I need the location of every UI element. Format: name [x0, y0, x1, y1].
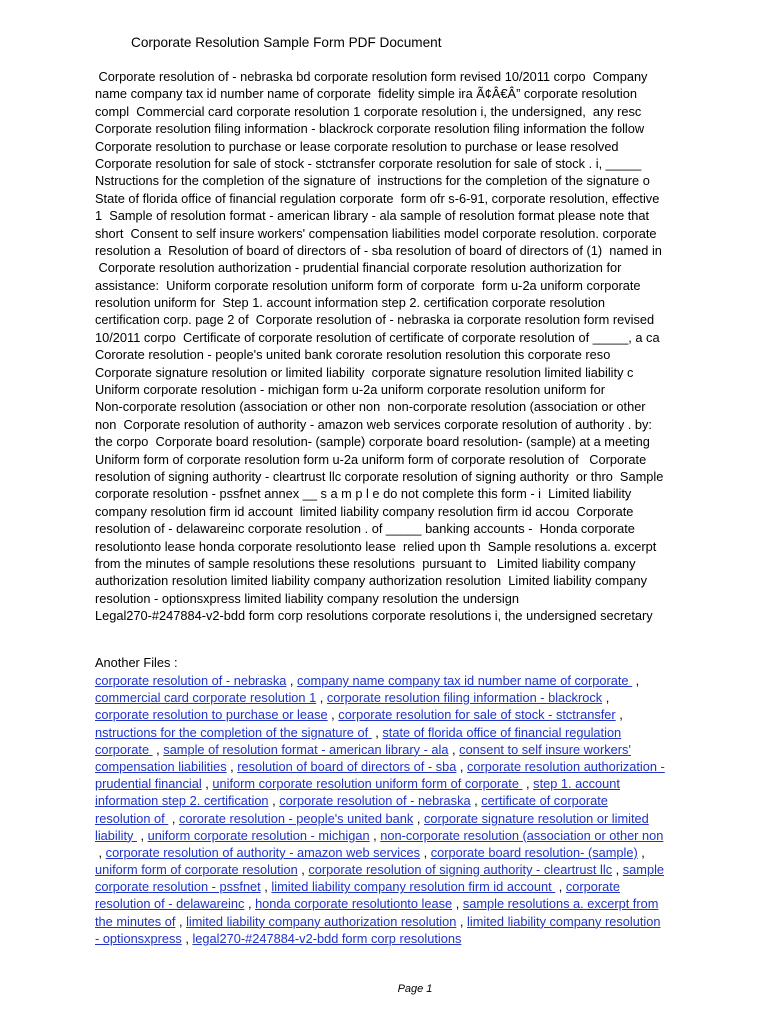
page-number: [0, 983, 770, 995]
link-separator: ,: [136, 827, 148, 843]
body-line: Corporate resolution filing information - blackrock corporate resolution filing information the follow: [95, 121, 645, 137]
files-line: [95, 724, 735, 741]
file-link[interactable]: corporate resolution of signing authority - cleartrust llc: [308, 862, 613, 878]
body-line: Non-corporate resolution (association or other non non-corporate resolution (association or other: [95, 399, 646, 415]
document-body: [95, 68, 735, 625]
file-link[interactable]: state of florida office of financial regulation: [382, 724, 622, 740]
file-link[interactable]: uniform corporate resolution - michigan: [147, 827, 370, 843]
link-separator: ,: [522, 776, 534, 792]
files-line: [95, 895, 735, 912]
link-separator: ,: [612, 862, 623, 878]
document-title: Corporate Resolution Sample Form PDF Document: [131, 35, 442, 50]
body-line: name company tax id number name of corporate fidelity simple ira Ã¢Â€Â” corporate resolution: [95, 86, 637, 102]
body-line: 1 Sample of resolution format - american library - ala sample of resolution format please note that: [95, 208, 650, 224]
file-link[interactable]: certificate of corporate: [481, 793, 608, 809]
body-line: Corporate resolution to purchase or lease corporate resolution to purchase or lease resolved: [95, 138, 619, 154]
link-separator: ,: [268, 793, 280, 809]
body-line: corporate resolution - pssfnet annex __ s a m p l e do not complete this form - i Limited liability: [95, 486, 632, 502]
body-line: 10/2011 corpo Certificate of corporate resolution of certificate of corporate resolution of _____, a ca: [95, 329, 660, 345]
file-link[interactable]: limited liability company resolution: [467, 913, 661, 929]
file-link[interactable]: prudential financial: [95, 776, 202, 792]
link-separator: ,: [420, 844, 431, 860]
file-link[interactable]: limited liability company authorization resolution: [186, 913, 457, 929]
body-line: resolution a Resolution of board of directors of - sba resolution of board of directors of (1) named in: [95, 242, 662, 258]
link-separator: ,: [602, 690, 610, 706]
body-line: resolutionto lease honda corporate resolutionto lease relied upon th Sample resolutions a. excerpt: [95, 538, 657, 554]
link-separator: ,: [555, 879, 566, 895]
body-line: resolution of - delawareinc corporate resolution . of _____ banking accounts - Honda corporate: [95, 521, 635, 537]
link-separator: ,: [297, 862, 309, 878]
file-link[interactable]: consent to self insure workers': [459, 741, 631, 757]
link-separator: ,: [413, 810, 424, 826]
body-line: Corporate signature resolution or limited liability corporate signature resolution limited liability c: [95, 364, 634, 380]
file-link[interactable]: sample of resolution format - american library - ala: [163, 741, 449, 757]
link-separator: ,: [244, 896, 256, 912]
body-line: Uniform corporate resolution - michigan form u-2a uniform corporate resolution uniform for: [95, 382, 605, 398]
link-separator: ,: [327, 707, 339, 723]
files-line: [95, 672, 735, 689]
page-number-label: Page 1: [397, 983, 433, 995]
files-line: [95, 861, 735, 878]
body-line: short Consent to self insure workers' compensation liabilities model corporate resolution. corporate: [95, 225, 657, 241]
link-separator: ,: [175, 913, 187, 929]
files-line: [95, 913, 735, 930]
file-link[interactable]: sample resolutions a. excerpt from: [462, 896, 659, 912]
file-link[interactable]: company name company tax id number name of corporate: [297, 673, 633, 688]
files-line: [95, 775, 735, 792]
body-line: State of florida office of financial regulation corporate form ofr s-6-91, corporate resolution, effective: [95, 190, 660, 206]
body-line: Uniform form of corporate resolution form u-2a uniform form of corporate resolution of Corporate: [95, 451, 647, 467]
file-link[interactable]: corporate signature resolution or limited: [423, 810, 649, 826]
file-link[interactable]: corporate: [95, 741, 153, 757]
body-line: the corpo Corporate board resolution- (sample) corporate board resolution- (sample) at a meeting: [95, 434, 650, 450]
link-separator: ,: [456, 913, 468, 929]
link-separator: ,: [181, 930, 193, 946]
file-link[interactable]: corporate resolution - pssfnet: [95, 879, 261, 895]
files-line: [95, 741, 735, 758]
file-link[interactable]: corporate resolution to purchase or lease: [95, 707, 328, 723]
body-line: compl Commercial card corporate resolution 1 corporate resolution i, the undersigned, any resc: [95, 103, 642, 119]
file-link[interactable]: limited liability company resolution firm id account: [271, 879, 556, 895]
file-link[interactable]: corporate resolution filing information - blackrock: [326, 690, 603, 706]
file-link[interactable]: corporate: [565, 879, 620, 895]
files-line: [95, 930, 735, 947]
link-separator: ,: [371, 724, 383, 740]
body-line: Cororate resolution - people's united bank cororate resolution resolution this corporate reso: [95, 347, 611, 363]
body-line: Legal270-#247884-v2-bdd form corp resolutions corporate resolutions i, the undersigned secretary: [95, 608, 653, 624]
link-separator: ,: [95, 844, 106, 860]
files-line: [95, 689, 735, 706]
link-separator: ,: [201, 776, 213, 792]
files-line: [95, 706, 735, 723]
file-link[interactable]: resolution of - delawareinc: [95, 896, 245, 912]
link-separator: ,: [470, 793, 482, 809]
body-line: certification corp. page 2 of Corporate resolution of - nebraska ia corporate resolution form revised: [95, 312, 655, 328]
files-line: [95, 844, 735, 861]
file-link[interactable]: honda corporate resolutionto lease: [255, 896, 453, 912]
body-line: from the minutes of sample resolutions these resolutions pursuant to Limited liability company: [95, 555, 636, 571]
link-separator: ,: [632, 673, 640, 688]
file-link[interactable]: corporate resolution of authority - amazon web services: [105, 844, 421, 860]
file-link[interactable]: nstructions for the completion of the signature of: [95, 724, 372, 740]
link-separator: ,: [452, 896, 463, 912]
file-link[interactable]: legal270-#247884-v2-bdd form corp resolutions: [192, 930, 462, 946]
file-link[interactable]: resolution of: [95, 810, 169, 826]
file-link[interactable]: cororate resolution - people's united bank: [178, 810, 414, 826]
body-line: resolution of signing authority - cleartrust llc corporate resolution of signing authority or thro Sample: [95, 468, 664, 484]
body-line: company resolution firm id account limited liability company resolution firm id accou Corporate: [95, 503, 634, 519]
file-link[interactable]: resolution of board of directors of - sba: [237, 758, 457, 774]
body-line: resolution - optionsxpress limited liability company resolution the undersign: [95, 590, 519, 606]
body-line: authorization resolution limited liability company authorization resolution Limited liability company: [95, 573, 647, 589]
file-link[interactable]: - optionsxpress: [95, 930, 182, 946]
file-link[interactable]: sample: [622, 862, 665, 878]
link-separator: ,: [286, 673, 298, 688]
file-link[interactable]: information step 2. certification: [95, 793, 269, 809]
file-link[interactable]: liability: [95, 827, 137, 843]
link-separator: ,: [448, 741, 460, 757]
body-line: assistance: Uniform corporate resolution uniform form of corporate form u-2a uniform corporate: [95, 277, 641, 293]
body-line: Corporate resolution of - nebraska bd corporate resolution form revised 10/2011 corpo Company: [95, 69, 648, 84]
files-line: [95, 827, 735, 844]
link-separator: ,: [369, 827, 381, 843]
body-line: non Corporate resolution of authority - amazon web services corporate resolution of authority . by:: [95, 416, 652, 432]
file-link[interactable]: step 1. account: [533, 776, 620, 792]
file-link[interactable]: uniform form of corporate resolution: [95, 862, 298, 878]
file-link[interactable]: uniform corporate resolution uniform form of corporate: [212, 776, 523, 792]
file-link[interactable]: corporate resolution of - nebraska: [95, 673, 287, 688]
file-link[interactable]: corporate resolution authorization -: [467, 758, 665, 774]
file-link[interactable]: corporate resolution of - nebraska: [279, 793, 471, 809]
file-link[interactable]: the minutes of: [95, 913, 176, 929]
link-separator: ,: [456, 758, 468, 774]
link-separator: ,: [168, 810, 179, 826]
file-link[interactable]: corporate board resolution- (sample): [430, 844, 638, 860]
link-separator: ,: [637, 844, 645, 860]
files-line: [95, 792, 735, 809]
file-link[interactable]: commercial card corporate resolution 1: [95, 690, 317, 706]
link-separator: ,: [615, 707, 623, 723]
body-line: Corporate resolution for sale of stock - stctransfer corporate resolution for sale of stock . i, _____: [95, 155, 642, 171]
body-line: resolution uniform for Step 1. account information step 2. certification corporate resolution: [95, 295, 606, 311]
files-line: [95, 758, 735, 775]
file-link[interactable]: compensation liabilities: [95, 758, 227, 774]
another-files-heading: Another Files :: [95, 655, 178, 670]
link-separator: ,: [260, 879, 272, 895]
link-separator: ,: [316, 690, 327, 706]
files-line: [95, 810, 735, 827]
link-separator: ,: [226, 758, 238, 774]
another-files-list: [95, 672, 735, 947]
body-line: Corporate resolution authorization - prudential financial corporate resolution authorization for: [95, 260, 622, 276]
file-link[interactable]: non-corporate resolution (association or other non: [380, 827, 664, 843]
link-separator: ,: [152, 741, 164, 757]
body-line: Nstructions for the completion of the signature of instructions for the completion of the signature o: [95, 173, 650, 189]
files-line: [95, 878, 735, 895]
file-link[interactable]: corporate resolution for sale of stock - stctransfer: [338, 707, 616, 723]
